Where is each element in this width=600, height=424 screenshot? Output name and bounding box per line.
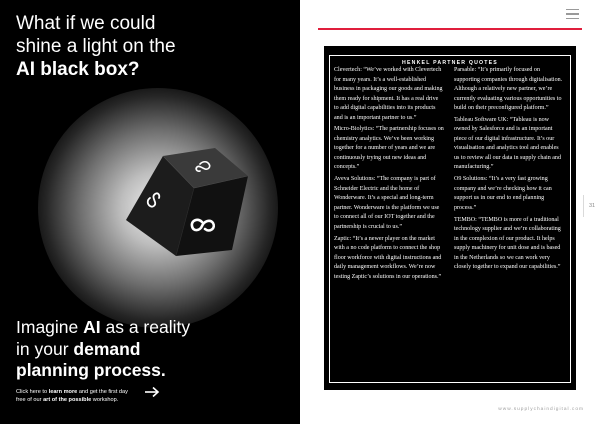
- article-page: [300, 0, 600, 424]
- quote-paragraph: Parsable: “It’s primarily focused on supporting companies through digitalisation. Although a relatively new partner, we’re currently evaluating various opportunities to build on their preconfigured platform.”: [454, 67, 563, 111]
- page-number-divider: [583, 195, 584, 217]
- quote-paragraph: Tableau Software UK: “Tableau is now owned by Salesforce and is an important piece of our digital infrastructure. It’s our visualisation and analytics tool and enables us to review all our data in supply chain and manufacturing.”: [454, 116, 561, 171]
- quote-box-title-text: HENKEL PARTNER QUOTES: [397, 60, 503, 66]
- cta-bold-text: learn more: [48, 389, 78, 395]
- cta-text: workshop.: [91, 397, 119, 403]
- quote-paragraph: O9 Solutions: “It’s a very fast growing company and we’re checking how it can support us in our end to end planning process.”: [454, 176, 552, 211]
- tagline-bold-part: planning process.: [16, 360, 166, 380]
- quote-paragraph: Clevertech: “We’ve worked with Clevertech for many years. It’s a well-established business in packaging our goods and making them ready for shipment. It has a real drive to add digital capabilities into its products and is an important partner to us.”: [334, 67, 443, 121]
- quote-paragraph: Micro-Biolytics: “The partnership focuses on chemistry analytics. We’ve been working together for a number of years and we are continuously trying out new ideas and concepts.”: [334, 126, 444, 171]
- tagline-part: Imagine: [16, 317, 84, 337]
- tagline-part: in your: [16, 338, 74, 359]
- headline-bold: AI black box?: [16, 59, 140, 80]
- tagline-part: as a reality: [100, 317, 191, 337]
- quote-paragraph: TEMBO: “TEMBO is more of a traditional technology supplier and we’re collaborating in the complexion of our product. It helps supply machinery for unit dose and is based in the Netherlands so we can work very closely together to expand our capabilities.”: [454, 216, 561, 271]
- headline-line-2: shine a light on the: [16, 36, 176, 57]
- advert-tagline: [16, 317, 291, 382]
- quote-paragraph: Zaptic: “It’s a newer player on the market with a no code platform to connect the shop floor workforce with digital instructions and daily management workflows. We’re now testing Zaptic’s solutions in our operations.”: [334, 235, 442, 280]
- hamburger-menu-icon[interactable]: [566, 9, 579, 20]
- quotes-left-column: [334, 66, 444, 285]
- tagline-bold-part: demand: [73, 338, 141, 359]
- arrow-right-icon[interactable]: [144, 386, 160, 398]
- page-number: 31: [589, 203, 596, 209]
- headline-line-1: What if we could: [16, 13, 156, 34]
- cta-text: and get the first day: [77, 389, 128, 395]
- quotes-right-column: [454, 66, 564, 275]
- cta-text: free of our: [16, 397, 44, 403]
- site-url-link[interactable]: www.supplychaindigital.com: [498, 407, 584, 412]
- advert-headline: [16, 12, 286, 81]
- cta-text: Click here to: [16, 389, 49, 395]
- header-rule: [318, 28, 582, 30]
- cta-bold-text: art of the possible: [43, 397, 92, 403]
- quote-paragraph: Aveva Solutions: “The company is part of Schneider Electric and the home of Wonderware. It’s a special and long-term partner. Wonderware is the platform we use to connect all of our IOT together and the partnership is crucial to us.”: [334, 176, 440, 230]
- tagline-bold-part: AI: [83, 317, 101, 337]
- partner-quotes-box: [324, 46, 576, 390]
- cube-icon: [118, 146, 248, 264]
